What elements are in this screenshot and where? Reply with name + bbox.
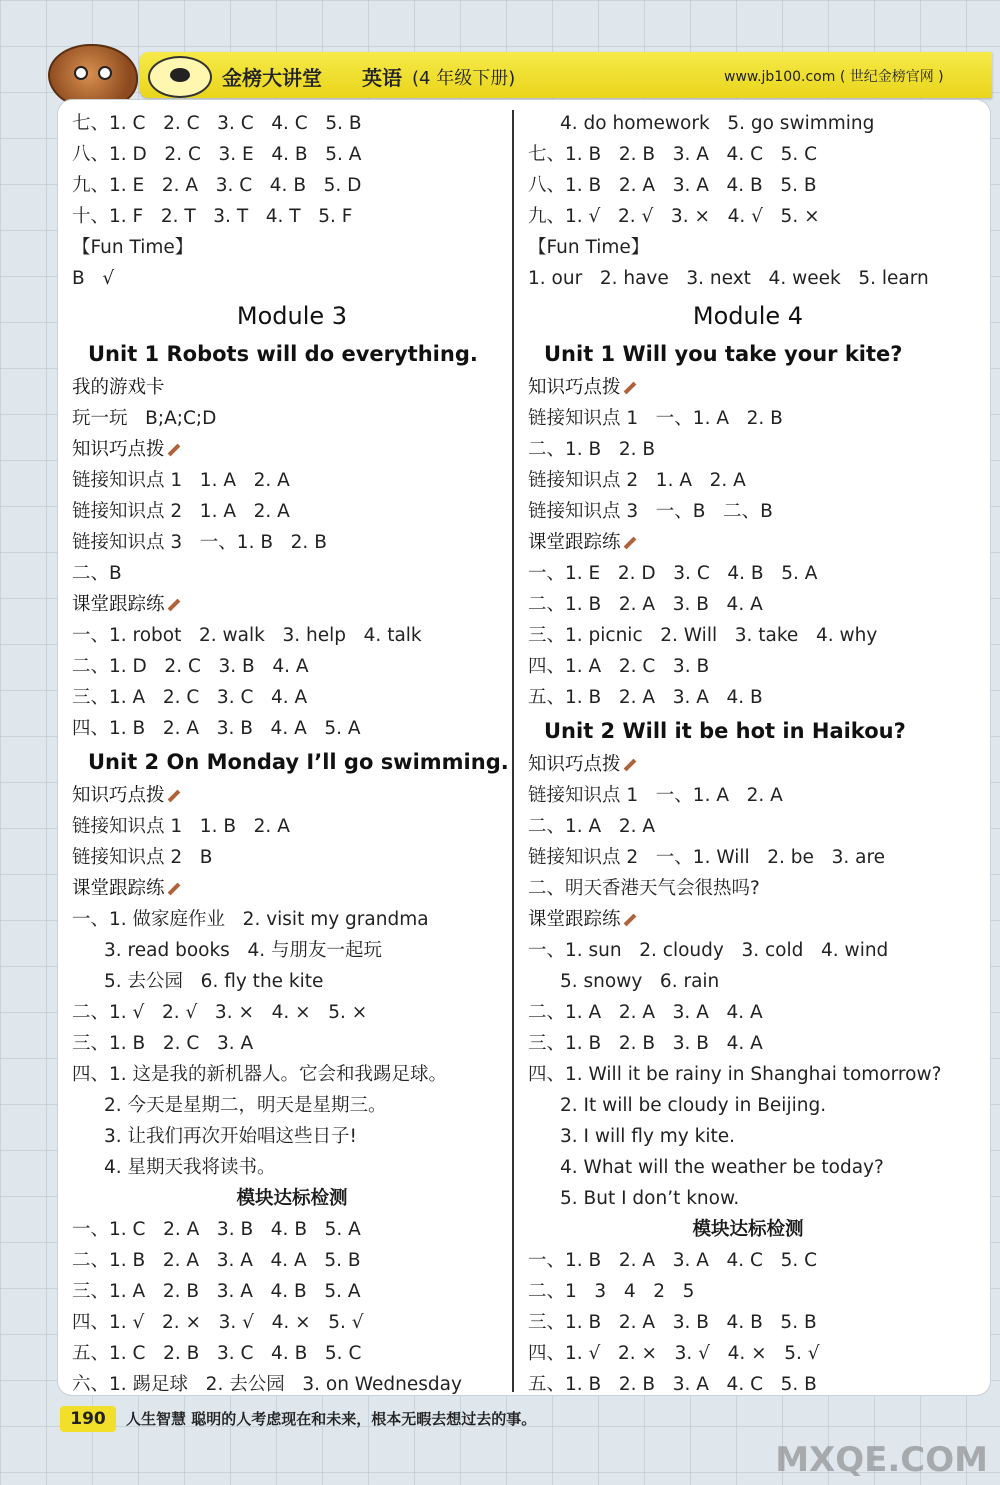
- answer-line: [72, 1276, 512, 1307]
- answer-line: [528, 1090, 968, 1121]
- answer-line: [72, 1338, 512, 1369]
- section-heading-text: 知识巧点拨: [528, 754, 621, 775]
- wisdom-quote: 人生智慧 聪明的人考虑现在和未来，根本无暇去想过去的事。: [126, 1410, 537, 1428]
- answer-line-text: 2. It will be cloudy in Beijing.: [560, 1095, 827, 1116]
- answer-line: [528, 1152, 968, 1183]
- answer-line-text: 5. snowy 6. rain: [560, 971, 720, 992]
- answer-line-text: 二、1. A 2. A: [528, 816, 656, 837]
- series-title: 金榜大讲堂: [222, 66, 322, 90]
- page-number: 190: [60, 1406, 116, 1432]
- answer-line: [528, 170, 968, 201]
- answer-line: [528, 1121, 968, 1152]
- test-heading-text: 模块达标检测: [236, 1188, 348, 1209]
- answer-line-text: 三、1. B 2. C 3. A: [72, 1033, 254, 1054]
- answer-line: [72, 465, 512, 496]
- answer-line: [72, 620, 512, 651]
- answer-line: [72, 997, 512, 1028]
- answer-line-text: 玩一玩 B;A;C;D: [72, 408, 217, 429]
- answer-line-text: 四、1. B 2. A 3. B 4. A 5. A: [72, 718, 361, 739]
- answer-line: [72, 139, 512, 170]
- answer-line: [72, 1059, 512, 1090]
- answer-line-text: 链接知识点 1 1. A 2. A: [72, 470, 290, 491]
- section-heading: [72, 873, 512, 904]
- module-heading-text: Module 4: [692, 302, 804, 330]
- module-heading: [528, 296, 968, 336]
- pencil-icon: [623, 382, 636, 395]
- answer-line-text: 链接知识点 1 一、1. A 2. A: [528, 785, 783, 806]
- answer-line: [72, 651, 512, 682]
- answer-line: [72, 1121, 512, 1152]
- answer-line: [72, 1152, 512, 1183]
- answer-line: [72, 1369, 512, 1400]
- section-heading: [72, 589, 512, 620]
- pencil-icon: [167, 599, 180, 612]
- answer-line-text: 一、1. C 2. A 3. B 4. B 5. A: [72, 1219, 361, 1240]
- answer-line: [528, 232, 968, 263]
- answer-line: [72, 263, 512, 294]
- answer-line: [72, 966, 512, 997]
- section-heading-text: 知识巧点拨: [72, 785, 165, 806]
- answer-line-text: 三、1. picnic 2. Will 3. take 4. why: [528, 625, 878, 646]
- answer-line: [528, 1059, 968, 1090]
- answer-line-text: 4. What will the weather be today?: [560, 1157, 884, 1178]
- answer-line: [528, 620, 968, 651]
- answer-line: [72, 527, 512, 558]
- answer-line-text: 三、1. A 2. B 3. A 4. B 5. A: [72, 1281, 361, 1302]
- section-heading-text: 课堂跟踪练: [528, 532, 621, 553]
- answer-line-text: 【Fun Time】: [528, 237, 650, 258]
- answer-line-text: 三、1. B 2. A 3. B 4. B 5. B: [528, 1312, 817, 1333]
- right-column: [528, 108, 968, 1400]
- test-heading: [528, 1214, 968, 1245]
- section-heading: [528, 904, 968, 935]
- answer-line-text: 二、1. B 2. A 3. B 4. A: [528, 594, 763, 615]
- module-heading-text: Module 3: [236, 302, 348, 330]
- answer-line-text: 一、1. B 2. A 3. A 4. C 5. C: [528, 1250, 818, 1271]
- answer-line: [528, 997, 968, 1028]
- answer-line-text: 五、1. B 2. B 3. A 4. C 5. B: [528, 1374, 817, 1395]
- answer-line: [72, 108, 512, 139]
- answer-line: [72, 811, 512, 842]
- answer-line: [528, 496, 968, 527]
- answer-line: [528, 1369, 968, 1400]
- column-divider: [512, 110, 514, 1392]
- answer-line-text: 五、1. B 2. A 3. A 4. B: [528, 687, 763, 708]
- answer-line: [72, 1028, 512, 1059]
- section-heading: [72, 434, 512, 465]
- answer-line: [528, 651, 968, 682]
- grade-label: (4 年级下册): [412, 68, 516, 89]
- answer-line: [528, 935, 968, 966]
- answer-line-text: 链接知识点 3 一、B 二、B: [528, 501, 773, 522]
- answer-line-text: 3. read books 4. 与朋友一起玩: [104, 940, 382, 961]
- answer-line-text: 四、1. A 2. C 3. B: [528, 656, 710, 677]
- answer-line-text: 九、1. √ 2. √ 3. × 4. √ 5. ×: [528, 206, 820, 227]
- answer-line: [528, 1245, 968, 1276]
- answer-line-text: 二、1 3 4 2 5: [528, 1281, 695, 1302]
- answer-line-text: 3. I will fly my kite.: [560, 1126, 736, 1147]
- answer-line: [72, 232, 512, 263]
- answer-line: [528, 842, 968, 873]
- answer-line: [528, 682, 968, 713]
- section-heading-text: 知识巧点拨: [528, 377, 621, 398]
- answer-line-text: 三、1. B 2. B 3. B 4. A: [528, 1033, 763, 1054]
- section-heading: [72, 372, 512, 403]
- page-footer: [60, 1402, 990, 1438]
- answer-line: [528, 780, 968, 811]
- pencil-icon: [167, 883, 180, 896]
- section-heading: [528, 372, 968, 403]
- answer-line: [72, 201, 512, 232]
- unit-heading: [528, 336, 968, 372]
- answer-line: [528, 1276, 968, 1307]
- answer-line-text: 七、1. C 2. C 3. C 4. C 5. B: [72, 113, 362, 134]
- answer-line-text: 八、1. B 2. A 3. A 4. B 5. B: [528, 175, 817, 196]
- answer-line: [72, 682, 512, 713]
- answer-line-text: 二、明天香港天气会很热吗?: [528, 878, 760, 899]
- test-heading: [72, 1183, 512, 1214]
- answer-line: [72, 713, 512, 744]
- unit-heading-text: Unit 1 Will you take your kite?: [544, 342, 903, 366]
- answer-line-text: 四、1. 这是我的新机器人。它会和我踢足球。: [72, 1064, 448, 1085]
- section-heading: [528, 527, 968, 558]
- answer-line-text: 六、1. 踢足球 2. 去公园 3. on Wednesday: [72, 1374, 462, 1395]
- unit-heading: [72, 336, 512, 372]
- answer-line: [72, 170, 512, 201]
- answer-line: [528, 434, 968, 465]
- answer-line-text: 链接知识点 1 一、1. A 2. B: [528, 408, 783, 429]
- answer-line-text: 5. But I don’t know.: [560, 1188, 740, 1209]
- answer-line: [72, 496, 512, 527]
- answer-line-text: 链接知识点 2 一、1. Will 2. be 3. are: [528, 847, 886, 868]
- unit-heading-text: Unit 2 Will it be hot in Haikou?: [544, 719, 906, 743]
- pencil-icon: [167, 790, 180, 803]
- pencil-icon: [623, 759, 636, 772]
- left-column: [72, 108, 512, 1400]
- answer-line-text: 四、1. √ 2. × 3. √ 4. × 5. √: [72, 1312, 364, 1333]
- answer-line-text: 三、1. A 2. C 3. C 4. A: [72, 687, 308, 708]
- module-heading: [72, 296, 512, 336]
- answer-line-text: 四、1. Will it be rainy in Shanghai tomorrow?: [528, 1064, 942, 1085]
- answer-line-text: 二、1. D 2. C 3. B 4. A: [72, 656, 309, 677]
- answer-line: [528, 139, 968, 170]
- pencil-icon: [167, 444, 180, 457]
- answer-line: [528, 1338, 968, 1369]
- answer-line-text: 链接知识点 2 1. A 2. A: [528, 470, 746, 491]
- answer-line-text: 链接知识点 2 B: [72, 847, 213, 868]
- answer-line: [528, 403, 968, 434]
- answer-line-text: 3. 让我们再次开始唱这些日子!: [104, 1126, 357, 1147]
- answer-line-text: 一、1. 做家庭作业 2. visit my grandma: [72, 909, 429, 930]
- answer-line: [528, 108, 968, 139]
- answer-line-text: 2. 今天是星期二，明天是星期三。: [104, 1095, 387, 1116]
- section-heading-text: 课堂跟踪练: [72, 594, 165, 615]
- subject-label: 英语: [362, 66, 402, 90]
- answer-line: [528, 873, 968, 904]
- section-heading-text: 课堂跟踪练: [72, 878, 165, 899]
- section-heading-text: 我的游戏卡: [72, 377, 165, 398]
- answer-line-text: 链接知识点 2 1. A 2. A: [72, 501, 290, 522]
- website-label: www.jb100.com ( 世纪金榜官网 ): [724, 69, 944, 85]
- answer-line-text: 二、1. B 2. A 3. A 4. A 5. B: [72, 1250, 361, 1271]
- answer-line: [528, 1307, 968, 1338]
- watermark-text: MXQE.COM: [775, 1440, 988, 1480]
- answer-line-text: 二、B: [72, 563, 122, 584]
- answer-line-text: 链接知识点 3 一、1. B 2. B: [72, 532, 327, 553]
- answer-line-text: 【Fun Time】: [72, 237, 194, 258]
- answer-line-text: 5. 去公园 6. fly the kite: [104, 971, 324, 992]
- answer-line-text: 一、1. sun 2. cloudy 3. cold 4. wind: [528, 940, 889, 961]
- answer-line: [528, 201, 968, 232]
- answer-line: [72, 1245, 512, 1276]
- answer-line: [72, 842, 512, 873]
- test-heading-text: 模块达标检测: [692, 1219, 804, 1240]
- answer-line: [72, 935, 512, 966]
- section-heading: [528, 749, 968, 780]
- answer-line-text: 链接知识点 1 1. B 2. A: [72, 816, 290, 837]
- answer-line-text: 二、1. A 2. A 3. A 4. A: [528, 1002, 763, 1023]
- answer-line: [528, 1028, 968, 1059]
- unit-heading-text: Unit 1 Robots will do everything.: [88, 342, 478, 366]
- answer-line: [528, 811, 968, 842]
- answer-line-text: 二、1. B 2. B: [528, 439, 656, 460]
- answer-line-text: 1. our 2. have 3. next 4. week 5. learn: [528, 268, 929, 289]
- answer-line: [528, 1183, 968, 1214]
- answer-line: [72, 1090, 512, 1121]
- unit-heading-text: Unit 2 On Monday I’ll go swimming.: [88, 750, 509, 774]
- answer-line-text: 四、1. √ 2. × 3. √ 4. × 5. √: [528, 1343, 820, 1364]
- pencil-icon: [623, 914, 636, 927]
- section-heading-text: 知识巧点拨: [72, 439, 165, 460]
- answer-line-text: 七、1. B 2. B 3. A 4. C 5. C: [528, 144, 818, 165]
- answer-line-text: 4. do homework 5. go swimming: [560, 113, 875, 134]
- answer-line-text: 九、1. E 2. A 3. C 4. B 5. D: [72, 175, 362, 196]
- answer-line: [72, 904, 512, 935]
- answer-line-text: 二、1. √ 2. √ 3. × 4. × 5. ×: [72, 1002, 368, 1023]
- answer-line: [528, 263, 968, 294]
- answer-line: [72, 403, 512, 434]
- answer-line-text: 五、1. C 2. B 3. C 4. B 5. C: [72, 1343, 362, 1364]
- answer-line: [528, 589, 968, 620]
- section-heading-text: 课堂跟踪练: [528, 909, 621, 930]
- section-heading: [72, 780, 512, 811]
- answer-line-text: B √: [72, 268, 115, 289]
- pencil-icon: [623, 537, 636, 550]
- answer-line: [528, 558, 968, 589]
- answer-line: [72, 1307, 512, 1338]
- unit-heading: [528, 713, 968, 749]
- publisher-logo-icon: [148, 56, 212, 98]
- unit-heading: [72, 744, 512, 780]
- answer-line: [72, 558, 512, 589]
- answer-line-text: 十、1. F 2. T 3. T 4. T 5. F: [72, 206, 353, 227]
- answer-line-text: 一、1. robot 2. walk 3. help 4. talk: [72, 625, 422, 646]
- answer-line: [72, 1214, 512, 1245]
- answer-line-text: 一、1. E 2. D 3. C 4. B 5. A: [528, 563, 818, 584]
- answer-line-text: 八、1. D 2. C 3. E 4. B 5. A: [72, 144, 362, 165]
- answer-line-text: 4. 星期天我将读书。: [104, 1157, 276, 1178]
- answer-line: [528, 465, 968, 496]
- answer-line: [528, 966, 968, 997]
